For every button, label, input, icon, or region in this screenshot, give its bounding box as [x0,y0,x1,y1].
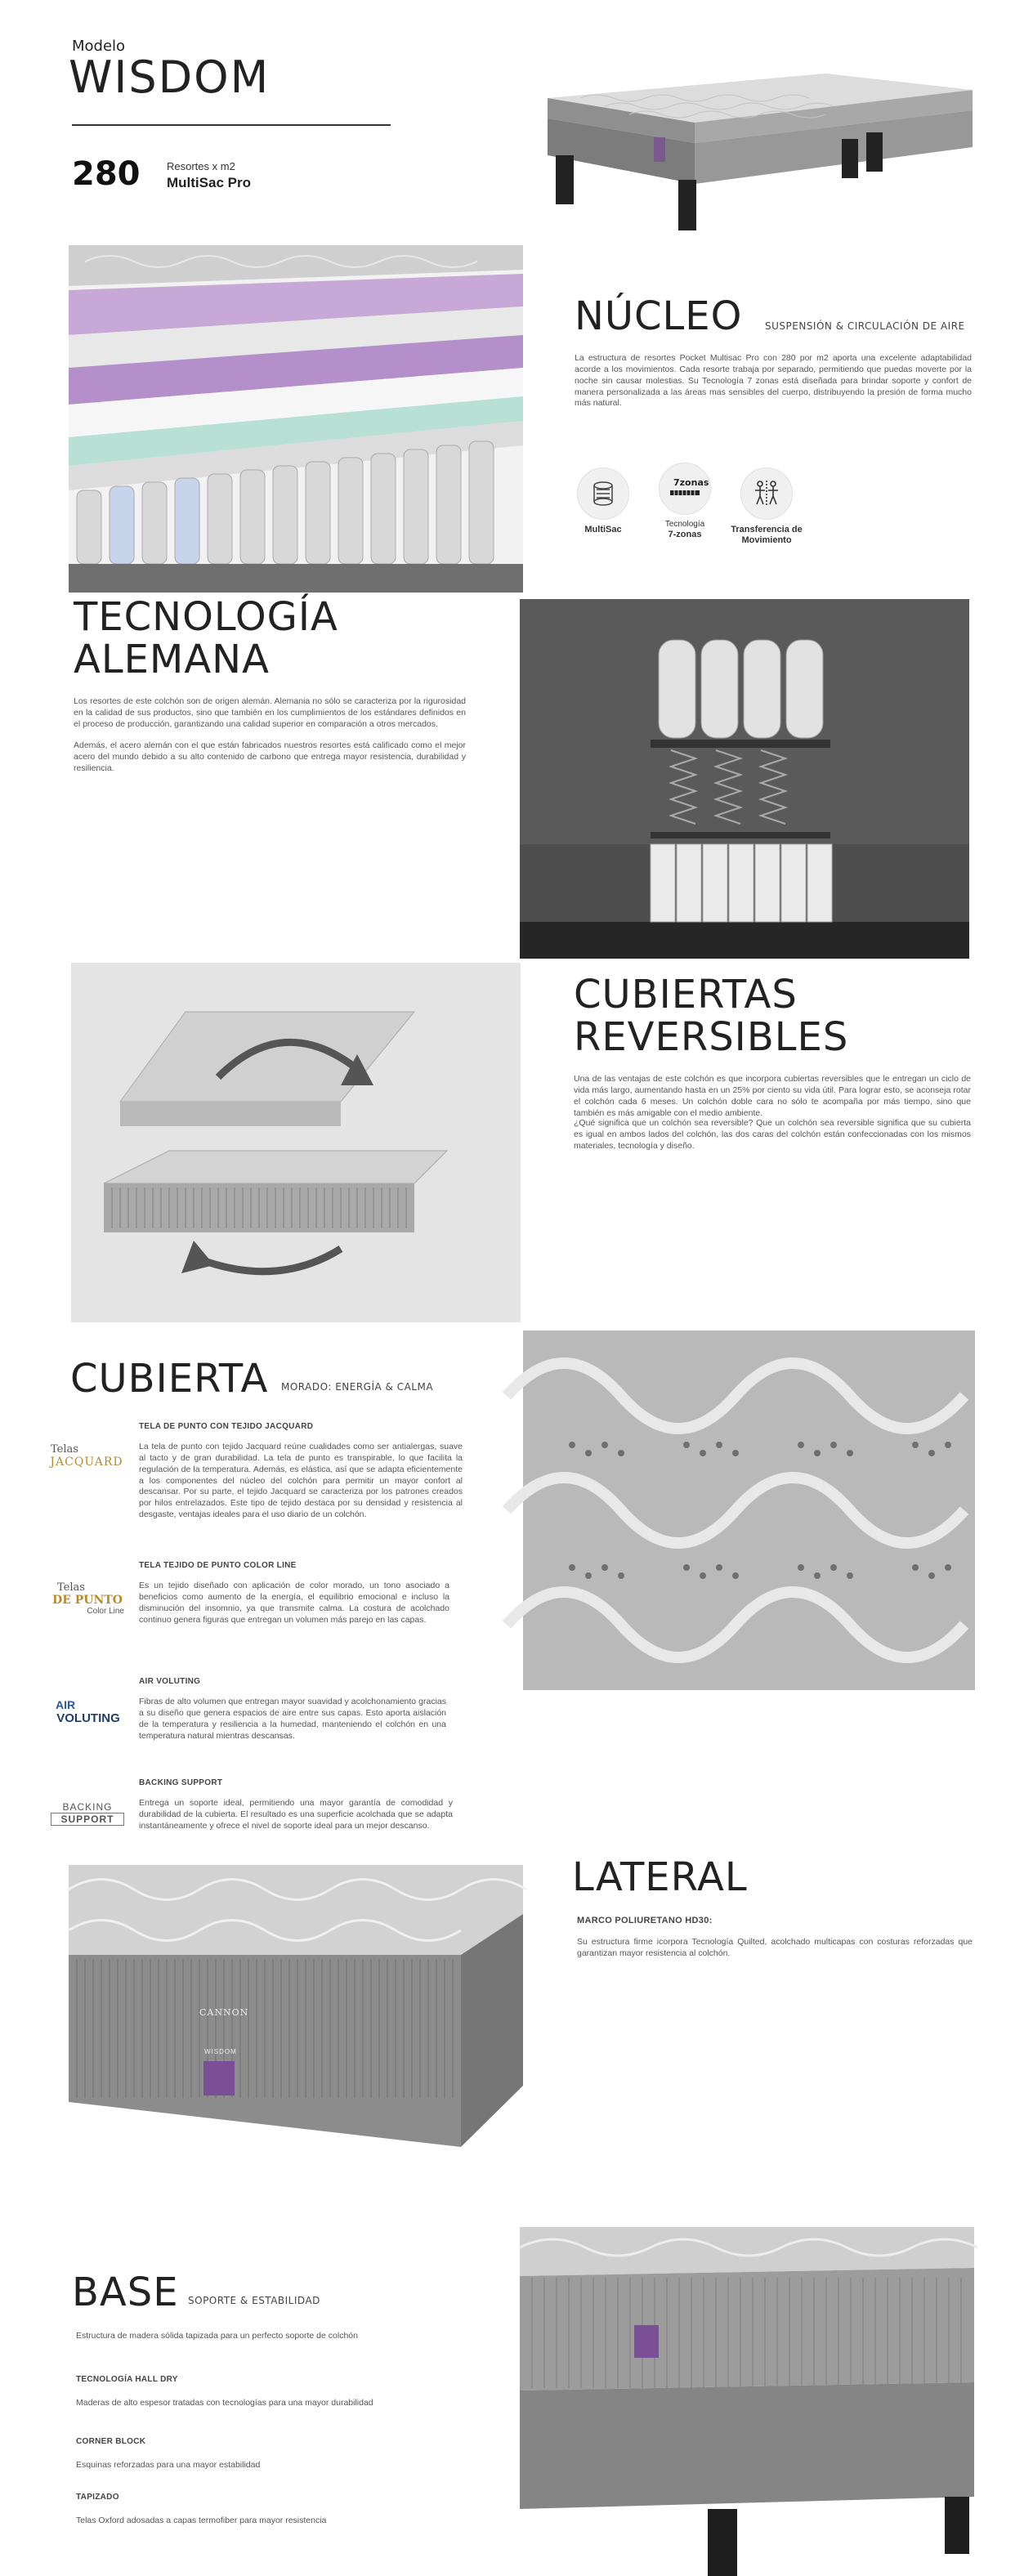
nucleo-title: NÚCLEO [575,293,743,339]
lateral-title: LATERAL [572,1854,748,1900]
jacquard-logo-line1: Telas [51,1443,78,1456]
lateral-subtitle: MARCO POLIURETANO HD30: [577,1916,713,1925]
air-voluting-body: Fibras de alto volumen que entregan mayor suavidad y acolchonamiento gracias a su diseño que genera espacios de aire entre sus capas. Esto aporta aislación de la temperatura y resiliencia a la humedad, manteniendo el colchón en una temperatura natural mientras descansas. [139,1697,446,1741]
cubiertas-body-1: Una de las ventajas de este colchón es que incorpora cubiertas reversibles que le entregan un ciclo de vida más largo, aumentando hasta en un 25% por ciento su vida útil. Para lograr esto, se aconseja rotar el colchón cada 6 meses. Un colchón doble cara no sólo te acompaña por más tiempo, sino que también es más amigable con el medio ambiente. [574,1074,971,1118]
nucleo-subtitle: SUSPENSIÓN & CIRCULACIÓN DE AIRE [765,320,965,332]
base-bed-image [520,2227,974,2576]
backing-support-logo-line2: SUPPORT [51,1813,124,1826]
lateral-label-brand: CANNON [199,2007,249,2018]
lateral-body: Su estructura firme icorpora Tecnología Quilted, acolchado multicapas con costuras reforzadas que garantizan mayor resistencia al colchón. [577,1937,973,1958]
backing-support-logo-line1: BACKING [62,1801,113,1813]
mattress-layers-image [69,245,523,593]
color-line-logo-line2: DE PUNTO [52,1594,123,1607]
base-item-tapizado-body: Telas Oxford adosadas a capas termofiber para mayor resistencia [76,2516,327,2525]
cubierta-title: CUBIERTA [70,1356,269,1402]
feature-seven-zones [648,463,722,540]
lateral-mattress-image [69,1865,523,2192]
base-intro: Estructura de madera sólida tapizada para un perfecto soporte de colchón [76,2331,358,2341]
spring-unit: Resortes x m2 [167,160,235,172]
jacquard-heading: TELA DE PUNTO CON TEJIDO JACQUARD [139,1422,314,1431]
color-line-logo [51,1581,124,1616]
jacquard-body: La tela de punto con tejido Jacquard reúne cualidades como ser antialergas, suave al tacto y de gran durabilidad. La tela de punto es transpirable, lo que facilita la regulación de la temperatura. Además, es elástica, así que se adapta eficientemente a los componentes del núcleo del colchón para permitir un mayor confort al descansar. Por su parte, el tejido Jacquard se caracteriza por los patrones creados por hilos entrelazados. Este tipo de tejido destaca por su densidad y resistencia al desgaste, ventajas ideales para el uso diario de un colchón. [139,1442,463,1520]
nucleo-body: La estructura de resortes Pocket Multisac Pro con 280 por m2 aporta una excelente adaptabilidad acorde a los movimientos. Cada resorte trabaja por separado, permitiendo que puedas moverte por la noche sin causar molestias. Su Tecnología 7 zonas está diseñada para brindar soporte y confort de manera personalizada a las áreas mas sensibles del cuerpo, distribuyendo la presión de forma mucho más natural. [575,353,972,409]
seven-zones-icon-text: 7zonas [673,477,709,488]
jacquard-logo-line2: JACQUARD [50,1456,123,1469]
model-name: WISDOM [69,51,271,103]
header-divider [72,124,391,126]
bed-hero-image [531,41,973,233]
tecnologia-title-line2: ALEMANA [74,637,270,682]
feature-seven-zones-small: Tecnología [664,520,705,529]
spring-type: MultiSac Pro [167,175,251,190]
color-line-heading: TELA TEJIDO DE PUNTO COLOR LINE [139,1561,297,1570]
model-label: Modelo [72,38,126,55]
base-item-corner-block-heading: CORNER BLOCK [76,2437,146,2446]
color-line-body: Es un tejido diseñado con aplicación de color morado, un tono asociado a beneficios como aumento de la energía, el equilibrio emocional e incluso la disminución del insomnio, ya que transmite calma. La costura de acolchado continuo genera figuras que entregan un volumen más parejo en las capas. [139,1581,449,1625]
tecnologia-body-1: Los resortes de este colchón son de origen alemán. Alemania no sólo se caracteriza por la rigurosidad en la calidad de sus productos, sino que también en los cumplimientos de los estándares definidos en el proceso de producción, garantizando una calidad superior en comparación a otros mercados. [74,696,466,729]
spring-count: 280 [72,155,141,193]
multisac-icon [588,479,618,508]
seven-zones-icon [665,474,709,503]
tecnologia-title-line1: TECNOLOGÍA [74,594,338,640]
color-line-logo-line3: Color Line [87,1607,124,1616]
backing-support-body: Entrega un soporte ideal, permitiendo una mayor garantía de comodidad y durabilidad de la cubierta. El resultado es una superficie acolchada que se adapta instantáneamente y ofrece el nivel de soporte ideal para un mejor descanso. [139,1798,453,1831]
cubiertas-body-2: ¿Qué significa que un colchón sea reversible? Que un colchón sea reversible significa que su cubierta es igual en ambos lados del colchón, las dos caras del colchón están confeccionadas con los mismos materiales, tecnología y diseño. [574,1118,971,1151]
backing-support-logo [51,1801,124,1826]
air-voluting-heading: AIR VOLUTING [139,1677,201,1686]
feature-multisac [566,467,640,535]
feature-seven-zones-label: 7-zonas [668,530,702,539]
color-line-logo-line1: Telas [57,1581,85,1594]
base-subtitle: SOPORTE & ESTABILIDAD [188,2295,320,2306]
tecnologia-body-2: Además, el acero alemán con el que están fabricados nuestros resortes está calificado como el mejor acero del mundo debido a su alto contenido de carbono que entrega mayor resistencia, durabilidad y resiliencia. [74,740,466,773]
cubierta-subtitle: MORADO: ENERGÍA & CALMA [281,1381,434,1393]
air-voluting-logo-line1: AIR [56,1698,76,1711]
movement-transfer-icon [750,477,783,510]
lateral-label-model: WISDOM [204,2048,237,2055]
air-voluting-logo [49,1698,127,1725]
reversible-mattress-image [71,963,521,1322]
air-voluting-logo-line2: VOLUTING [56,1711,120,1725]
base-title: BASE [72,2270,179,2315]
feature-movement-transfer [730,467,803,546]
base-item-hall-dry-heading: TECNOLOGÍA HALL DRY [76,2375,178,2384]
base-item-corner-block-body: Esquinas reforzadas para una mayor estabilidad [76,2460,261,2470]
feature-movement-transfer-label: Transferencia de Movimiento [731,525,803,546]
german-springs-image [520,599,969,959]
backing-support-heading: BACKING SUPPORT [139,1778,223,1787]
jacquard-logo [47,1443,126,1469]
base-item-tapizado-heading: TAPIZADO [76,2493,119,2502]
fabric-closeup-image [523,1330,975,1690]
cubiertas-title-line1: CUBIERTAS [574,972,798,1017]
cubiertas-title-line2: REVERSIBLES [574,1014,849,1060]
feature-multisac-label: MultiSac [584,525,622,534]
base-item-hall-dry-body: Maderas de alto espesor tratadas con tecnologías para una mayor durabilidad [76,2398,373,2408]
